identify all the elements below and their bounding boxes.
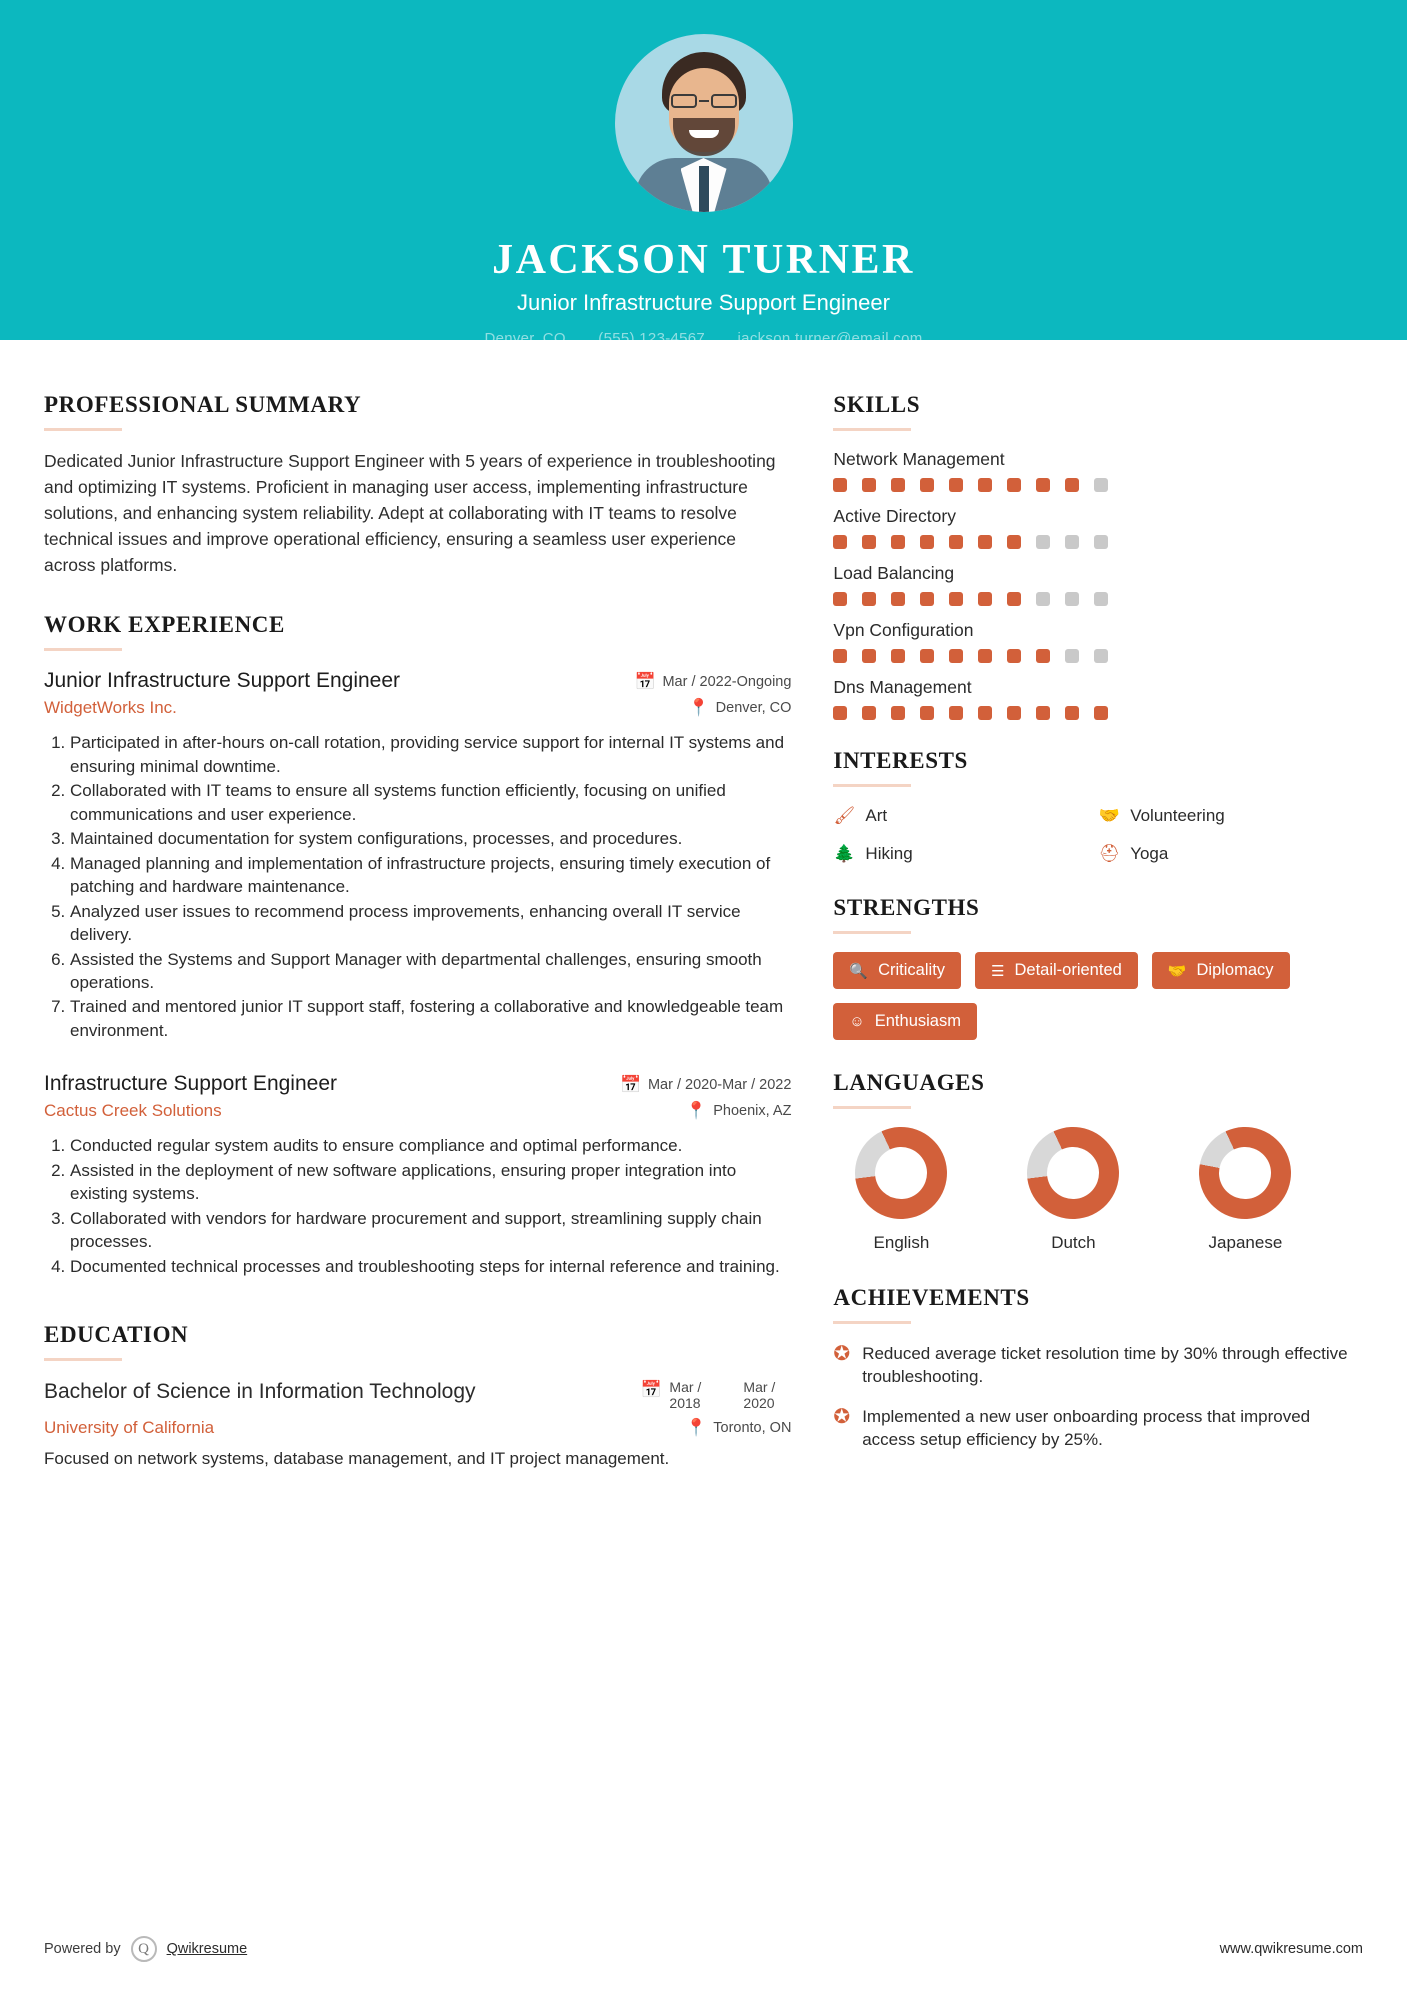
skill-dot: [862, 649, 876, 663]
skill-dot: [1036, 478, 1050, 492]
powered-by-label: Powered by: [44, 1941, 121, 1957]
skill-item: [833, 677, 1363, 720]
skill-label: Network Management: [833, 449, 1005, 469]
interest-label: Volunteering: [1130, 806, 1225, 825]
skill-dot: [920, 592, 934, 606]
list-item: [833, 805, 1098, 827]
list-item: [1098, 805, 1363, 827]
resume-header: [0, 0, 1407, 347]
language-ring: [1012, 1112, 1134, 1234]
heading-rule: [44, 648, 122, 651]
contact-phone: (555) 123-4567: [598, 330, 706, 347]
interest-label: Art: [865, 806, 888, 825]
skill-dot: [891, 706, 905, 720]
interest-label: Hiking: [865, 844, 913, 863]
pin-icon: 📍: [688, 698, 710, 718]
achievement-item: [833, 1342, 1363, 1389]
list-item: 6. Assisted the Systems and Support Manager with departmental challenges, ensuring smooth operations.: [70, 948, 791, 995]
contact-email: jackson.turner@email.com: [737, 330, 923, 347]
skill-label: Dns Management: [833, 677, 972, 697]
heading-rule: [833, 1106, 911, 1109]
education-location: [685, 1417, 791, 1439]
skill-label: Active Directory: [833, 506, 956, 526]
company-name: Cactus Creek Solutions: [44, 1101, 222, 1121]
skill-rating: [833, 478, 1363, 492]
skill-dot: [920, 535, 934, 549]
job-location: [688, 697, 792, 719]
skill-dot: [1065, 535, 1079, 549]
language-item: [1005, 1127, 1141, 1253]
education-description: Focused on network systems, database management, and IT project management.: [44, 1449, 670, 1469]
strength-chip-diplomacy: [1152, 952, 1290, 989]
skill-dot: [833, 706, 847, 720]
section-heading-skills: SKILLS: [833, 392, 921, 417]
resume-body: [0, 340, 1407, 1471]
powered-by: [44, 1936, 247, 1962]
skill-dot: [1036, 592, 1050, 606]
work-entry: [44, 669, 791, 1042]
heading-rule: [833, 428, 911, 431]
skill-dot: [978, 706, 992, 720]
summary-text: Dedicated Junior Infrastructure Support Engineer with 5 years of experience in troubleshooting and optimizing IT systems. Proficient in managing user access, implementing infrastructure solutions, and enhancing system reliability. Adept at collaborating with IT teams to resolve technical issues and improve operational efficiency, ensuring a seamless user experience across platforms.: [44, 451, 776, 575]
skill-dot: [1094, 706, 1108, 720]
language-ring: [1184, 1112, 1306, 1234]
strength-label: Enthusiasm: [874, 1012, 961, 1030]
skill-rating: [833, 592, 1363, 606]
language-label: English: [873, 1233, 930, 1252]
skill-label: Vpn Configuration: [833, 620, 974, 640]
school-name: University of California: [44, 1418, 215, 1438]
skill-dot: [833, 535, 847, 549]
education-dates: [640, 1379, 791, 1411]
skill-dot: [1094, 478, 1108, 492]
achievement-item: [833, 1405, 1363, 1452]
skill-dot: [862, 535, 876, 549]
skill-dot: [891, 535, 905, 549]
right-column: [833, 392, 1363, 1471]
skill-dot: [1007, 649, 1021, 663]
list-item: 4. Documented technical processes and troubleshooting steps for internal reference and training.: [70, 1255, 791, 1278]
skill-dot: [920, 649, 934, 663]
section-heading-education: EDUCATION: [44, 1322, 189, 1348]
page-title: JACKSON TURNER: [492, 237, 915, 283]
list-item: 4. Managed planning and implementation of infrastructure projects, ensuring timely execution of patching and hardware maintenance.: [70, 852, 791, 899]
list-item: 1. Conducted regular system audits to ensure compliance and optimal performance.: [70, 1134, 791, 1157]
education-start-date: Mar / 2018: [669, 1379, 702, 1412]
lifebuoy-icon: ⛑: [1098, 844, 1120, 863]
strengths-list: [833, 952, 1363, 1040]
strength-label: Detail-oriented: [1014, 961, 1122, 979]
skill-rating: [833, 649, 1363, 663]
achievement-text: Implemented a new user onboarding process that improved access setup efficiency by 25%.: [862, 1406, 1311, 1450]
skill-dot: [978, 478, 992, 492]
skill-dot: [1065, 478, 1079, 492]
list-item: 5. Analyzed user issues to recommend process improvements, enhancing overall IT service delivery.: [70, 900, 791, 947]
job-role-subtitle: Junior Infrastructure Support Engineer: [517, 290, 890, 315]
skill-dot: [833, 478, 847, 492]
list-icon: ☰: [991, 962, 1005, 980]
section-heading-achievements: ACHIEVEMENTS: [833, 1285, 1030, 1310]
skill-rating: [833, 706, 1363, 720]
star-icon: ✪: [833, 1405, 851, 1428]
job-dates-text: Mar / 2020-Mar / 2022: [647, 1077, 792, 1094]
strength-label: Criticality: [878, 961, 946, 979]
strength-chip-enthusiasm: [833, 1003, 977, 1040]
heading-rule: [833, 931, 911, 934]
tree-icon: 🌲: [833, 844, 855, 863]
interests-list: [833, 805, 1363, 865]
skill-dot: [1094, 592, 1108, 606]
brand-logo-icon: Q: [131, 1936, 157, 1962]
calendar-icon: 📅: [634, 672, 657, 692]
footer-website[interactable]: www.qwikresume.com: [1219, 1941, 1363, 1957]
pin-icon: 📍: [685, 1418, 707, 1438]
pin-icon: 📍: [685, 1101, 707, 1121]
language-ring: [840, 1112, 962, 1234]
skill-label: Load Balancing: [833, 563, 955, 583]
job-title: Junior Infrastructure Support Engineer: [44, 669, 401, 693]
skill-dot: [862, 478, 876, 492]
skill-dot: [891, 478, 905, 492]
skill-dot: [978, 535, 992, 549]
resume-footer: [0, 1936, 1407, 1990]
job-bullets: [44, 1134, 791, 1278]
calendar-icon: 📅: [640, 1380, 662, 1400]
interest-label: Yoga: [1130, 844, 1169, 863]
avatar: [615, 34, 793, 212]
skill-dot: [1065, 706, 1079, 720]
skill-dot: [949, 592, 963, 606]
skill-dot: [1007, 592, 1021, 606]
handshake-icon: 🤝: [1098, 806, 1120, 825]
skill-dot: [833, 649, 847, 663]
skill-dot: [978, 649, 992, 663]
language-item: [833, 1127, 969, 1253]
skill-dot: [1007, 706, 1021, 720]
skill-item: [833, 506, 1363, 549]
calendar-icon: 📅: [620, 1075, 642, 1095]
language-item: [1177, 1127, 1313, 1253]
list-item: [833, 843, 1098, 865]
skill-dot: [949, 478, 963, 492]
list-item: 3. Maintained documentation for system configurations, processes, and procedures.: [70, 827, 791, 850]
heading-rule: [833, 784, 911, 787]
job-bullets: [44, 731, 791, 1042]
skill-dot: [1036, 706, 1050, 720]
language-label: Japanese: [1208, 1233, 1283, 1252]
skill-dot: [949, 706, 963, 720]
skill-dot: [1007, 535, 1021, 549]
heading-rule: [833, 1321, 911, 1324]
skill-dot: [920, 706, 934, 720]
skill-item: [833, 563, 1363, 606]
skill-dot: [833, 592, 847, 606]
skill-dot: [891, 592, 905, 606]
education-end-date: Mar / 2020: [743, 1379, 776, 1412]
education-location-text: Toronto, ON: [713, 1420, 792, 1437]
job-location: [685, 1100, 791, 1122]
skill-dot: [862, 592, 876, 606]
skill-dot: [1065, 649, 1079, 663]
job-dates: [620, 1074, 791, 1096]
skill-dot: [1007, 478, 1021, 492]
list-item: [1098, 843, 1363, 865]
contact-location: Denver, CO: [484, 330, 566, 347]
job-location-text: Phoenix, AZ: [713, 1103, 792, 1120]
degree-title: Bachelor of Science in Information Technology: [44, 1380, 476, 1404]
languages-list: [833, 1127, 1363, 1253]
handshake-icon: 🤝: [1167, 962, 1187, 980]
list-item: 1. Participated in after-hours on-call rotation, providing service support for internal IT systems and ensuring minimal downtime.: [70, 731, 791, 778]
left-column: [44, 392, 833, 1471]
skill-item: [833, 449, 1363, 492]
skill-dot: [1065, 592, 1079, 606]
skill-dot: [1036, 535, 1050, 549]
search-icon: 🔍: [849, 962, 869, 980]
skill-dot: [949, 535, 963, 549]
smiley-icon: ☺: [849, 1013, 865, 1030]
list-item: 2. Collaborated with IT teams to ensure all systems function efficiently, focusing on unified communications and user experience.: [70, 779, 791, 826]
section-heading-interests: INTERESTS: [833, 748, 968, 773]
skill-dot: [1036, 649, 1050, 663]
section-heading-languages: LANGUAGES: [833, 1070, 985, 1095]
star-icon: ✪: [833, 1343, 851, 1365]
skill-dot: [949, 649, 963, 663]
strength-chip-detail-oriented: [975, 952, 1138, 989]
work-entry: [44, 1072, 791, 1278]
heading-rule: [44, 1358, 122, 1361]
section-heading-strengths: STRENGTHS: [833, 895, 980, 920]
section-heading-work: WORK EXPERIENCE: [44, 612, 285, 638]
strength-label: Diplomacy: [1196, 961, 1274, 979]
company-name: WidgetWorks Inc.: [44, 698, 177, 718]
skill-dot: [1094, 535, 1108, 549]
list-item: 2. Assisted in the deployment of new software applications, ensuring proper integration into existing systems.: [70, 1159, 791, 1206]
brand-link[interactable]: Qwikresume: [166, 1941, 248, 1957]
contact-strip: [0, 330, 1407, 348]
skill-dot: [920, 478, 934, 492]
skill-dot: [862, 706, 876, 720]
list-item: 7. Trained and mentored junior IT support staff, fostering a collaborative and knowledgeable team environment.: [70, 995, 791, 1042]
job-dates-text: Mar / 2022-Ongoing: [662, 674, 792, 691]
achievement-text: Reduced average ticket resolution time by 30% through effective troubleshooting.: [862, 1344, 1348, 1387]
language-label: Dutch: [1051, 1233, 1096, 1252]
strength-chip-criticality: [833, 952, 961, 989]
job-title: Infrastructure Support Engineer: [44, 1072, 337, 1096]
job-dates: [634, 671, 791, 693]
list-item: 3. Collaborated with vendors for hardware procurement and support, streamlining supply chain processes.: [70, 1207, 791, 1254]
paintbrush-icon: 🖌: [833, 806, 856, 825]
skill-dot: [1094, 649, 1108, 663]
section-heading-summary: PROFESSIONAL SUMMARY: [44, 392, 362, 417]
skill-item: [833, 620, 1363, 663]
heading-rule: [44, 428, 122, 431]
job-location-text: Denver, CO: [715, 700, 792, 717]
skill-dot: [978, 592, 992, 606]
skill-rating: [833, 535, 1363, 549]
skill-dot: [891, 649, 905, 663]
